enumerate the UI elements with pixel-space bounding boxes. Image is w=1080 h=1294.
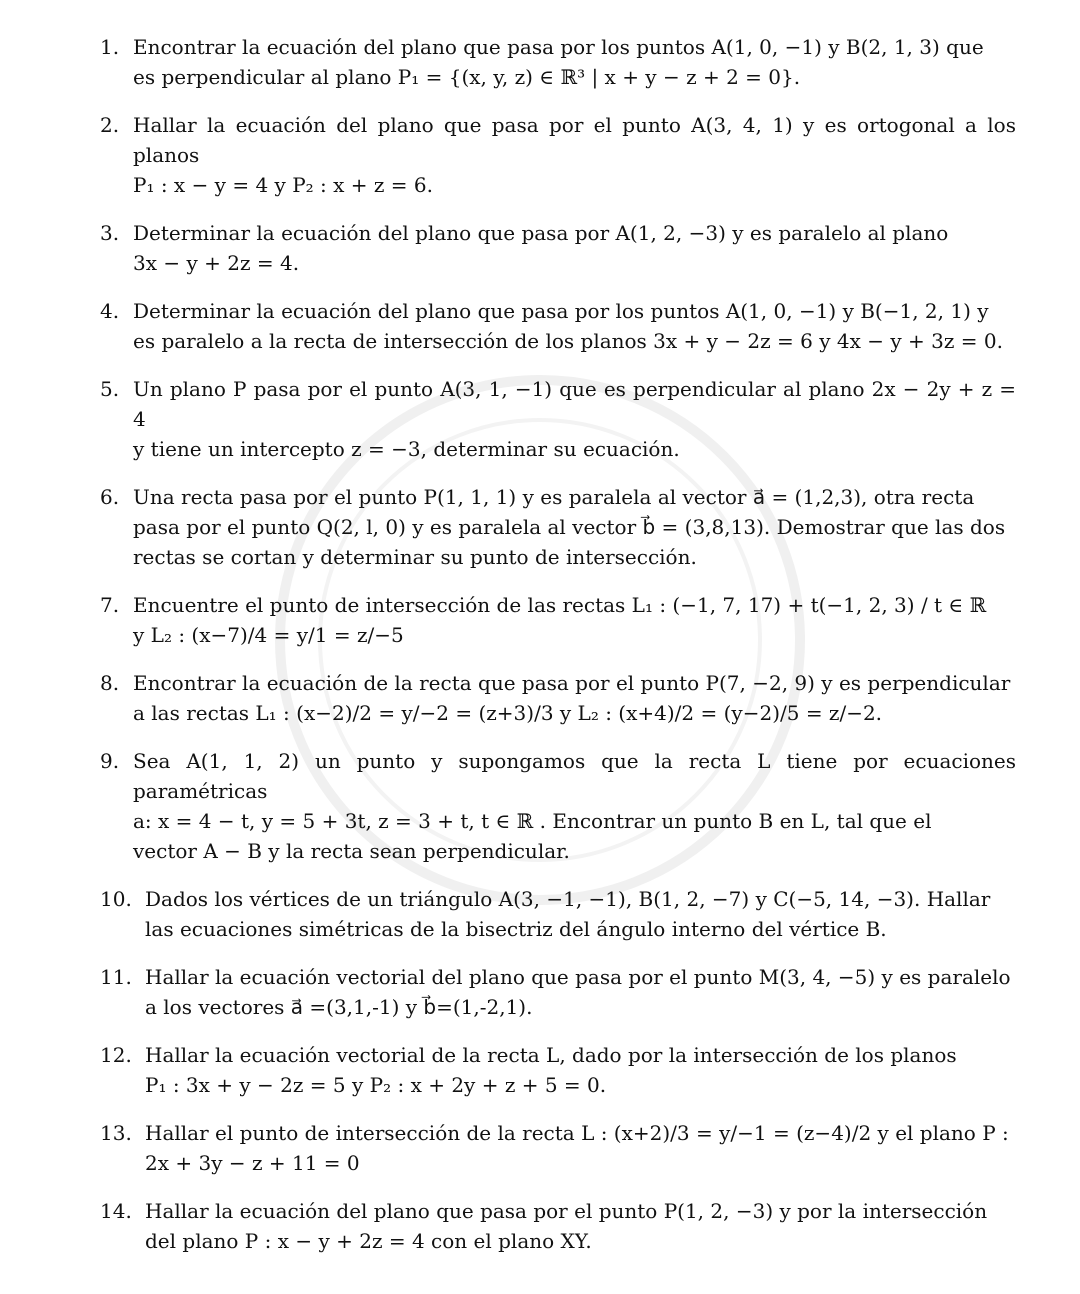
- problem-line: Un plano P pasa por el punto A(3, 1, −1) que es perpendicular al plano 2x − 2y + z = 4: [133, 377, 1016, 431]
- problem-4: [100, 296, 1016, 356]
- problem-line: 2x + 3y − z + 11 = 0: [145, 1151, 360, 1175]
- problem-line: del plano P : x − y + 2z = 4 con el plano XY.: [145, 1229, 592, 1253]
- problem-line: a: x = 4 − t, y = 5 + 3t, z = 3 + t, t ∈ ℝ . Encontrar un punto B en L, tal que el: [133, 809, 932, 833]
- problem-text: [145, 1196, 1016, 1256]
- problem-text: [145, 962, 1016, 1022]
- problem-line: y tiene un intercepto z = −3, determinar su ecuación.: [133, 437, 680, 461]
- problem-number: 8.: [100, 671, 120, 695]
- problem-7: [100, 590, 1016, 650]
- problem-number: 12.: [100, 1043, 132, 1067]
- problem-text: [145, 1040, 1016, 1100]
- problem-11: [100, 962, 1016, 1022]
- problem-line: P₁ : x − y = 4 y P₂ : x + z = 6.: [133, 173, 433, 197]
- problem-line: Encontrar la ecuación del plano que pasa por los puntos A(1, 0, −1) y B(2, 1, 3) que: [133, 35, 984, 59]
- problem-text: [145, 884, 1016, 944]
- problem-line: Dados los vértices de un triángulo A(3, −1, −1), B(1, 2, −7) y C(−5, 14, −3). Hallar: [145, 887, 991, 911]
- problem-line: rectas se cortan y determinar su punto de intersección.: [133, 545, 697, 569]
- problem-number: 6.: [100, 485, 120, 509]
- problem-line: P₁ : 3x + y − 2z = 5 y P₂ : x + 2y + z + 5 = 0.: [145, 1073, 607, 1097]
- problem-3: [100, 218, 1016, 278]
- problem-number: 3.: [100, 221, 120, 245]
- problem-line: Sea A(1, 1, 2) un punto y supongamos que la recta L tiene por ecuaciones paramétricas: [133, 749, 1016, 803]
- problem-line: a las rectas L₁ : (x−2)/2 = y/−2 = (z+3)/3 y L₂ : (x+4)/2 = (y−2)/5 = z/−2.: [133, 701, 883, 725]
- problem-line: Encuentre el punto de intersección de las rectas L₁ : (−1, 7, 17) + t(−1, 2, 3) / t ∈ ℝ: [133, 593, 987, 617]
- problem-number: 13.: [100, 1121, 132, 1145]
- problem-9: [100, 746, 1016, 866]
- problem-line: Determinar la ecuación del plano que pasa por A(1, 2, −3) y es paralelo al plano: [133, 221, 949, 245]
- problem-10: [100, 884, 1016, 944]
- problem-line: y L₂ : (x−7)/4 = y/1 = z/−5: [133, 623, 404, 647]
- problem-1: [100, 32, 1016, 92]
- problem-number: 5.: [100, 377, 120, 401]
- problem-line: Encontrar la ecuación de la recta que pasa por el punto P(7, −2, 9) y es perpendicular: [133, 671, 1011, 695]
- problem-number: 14.: [100, 1199, 132, 1223]
- problem-text: [133, 482, 1016, 572]
- problem-13: [100, 1118, 1016, 1178]
- problem-line: Determinar la ecuación del plano que pasa por los puntos A(1, 0, −1) y B(−1, 2, 1) y: [133, 299, 989, 323]
- problem-number: 4.: [100, 299, 120, 323]
- problem-number: 11.: [100, 965, 132, 989]
- problem-5: [100, 374, 1016, 464]
- problem-line: 3x − y + 2z = 4.: [133, 251, 300, 275]
- problem-number: 7.: [100, 593, 120, 617]
- problem-line: pasa por el punto Q(2, l, 0) y es paralela al vector b⃗ = (3,8,13). Demostrar que las dos: [133, 515, 1006, 539]
- problem-text: [133, 668, 1016, 728]
- problem-text: [133, 110, 1016, 200]
- problem-line: Hallar la ecuación vectorial de la recta L, dado por la intersección de los planos: [145, 1043, 957, 1067]
- problem-text: [145, 1118, 1016, 1178]
- problem-12: [100, 1040, 1016, 1100]
- problem-14: [100, 1196, 1016, 1256]
- problem-text: [133, 296, 1016, 356]
- problem-8: [100, 668, 1016, 728]
- problem-text: [133, 746, 1016, 866]
- problem-line: es perpendicular al plano P₁ = {(x, y, z) ∈ ℝ³ | x + y − z + 2 = 0}.: [133, 65, 801, 89]
- problem-line: Hallar la ecuación del plano que pasa por el punto P(1, 2, −3) y por la intersección: [145, 1199, 988, 1223]
- problem-line: es paralelo a la recta de intersección de los planos 3x + y − 2z = 6 y 4x − y + 3z = 0.: [133, 329, 1003, 353]
- problem-text: [133, 218, 1016, 278]
- problem-line: Hallar el punto de intersección de la recta L : (x+2)/3 = y/−1 = (z−4)/2 y el plano P :: [145, 1121, 1009, 1145]
- problem-line: Hallar la ecuación vectorial del plano que pasa por el punto M(3, 4, −5) y es paralelo: [145, 965, 1011, 989]
- problem-line: vector A − B y la recta sean perpendicular.: [133, 839, 570, 863]
- problem-line: Una recta pasa por el punto P(1, 1, 1) y es paralela al vector a⃗ = (1,2,3), otra recta: [133, 485, 975, 509]
- problem-line: a los vectores a⃗ =(3,1,-1) y b⃗=(1,-2,1).: [145, 995, 533, 1019]
- problem-number: 2.: [100, 113, 120, 137]
- problem-list: [100, 32, 1016, 1274]
- problem-6: [100, 482, 1016, 572]
- problem-text: [133, 32, 1016, 92]
- problem-number: 9.: [100, 749, 120, 773]
- problem-line: Hallar la ecuación del plano que pasa por el punto A(3, 4, 1) y es ortogonal a los planos: [133, 113, 1016, 167]
- problem-text: [133, 590, 1016, 650]
- problem-line: las ecuaciones simétricas de la bisectriz del ángulo interno del vértice B.: [145, 917, 887, 941]
- problem-2: [100, 110, 1016, 200]
- problem-number: 1.: [100, 35, 120, 59]
- problem-text: [133, 374, 1016, 464]
- problem-number: 10.: [100, 887, 132, 911]
